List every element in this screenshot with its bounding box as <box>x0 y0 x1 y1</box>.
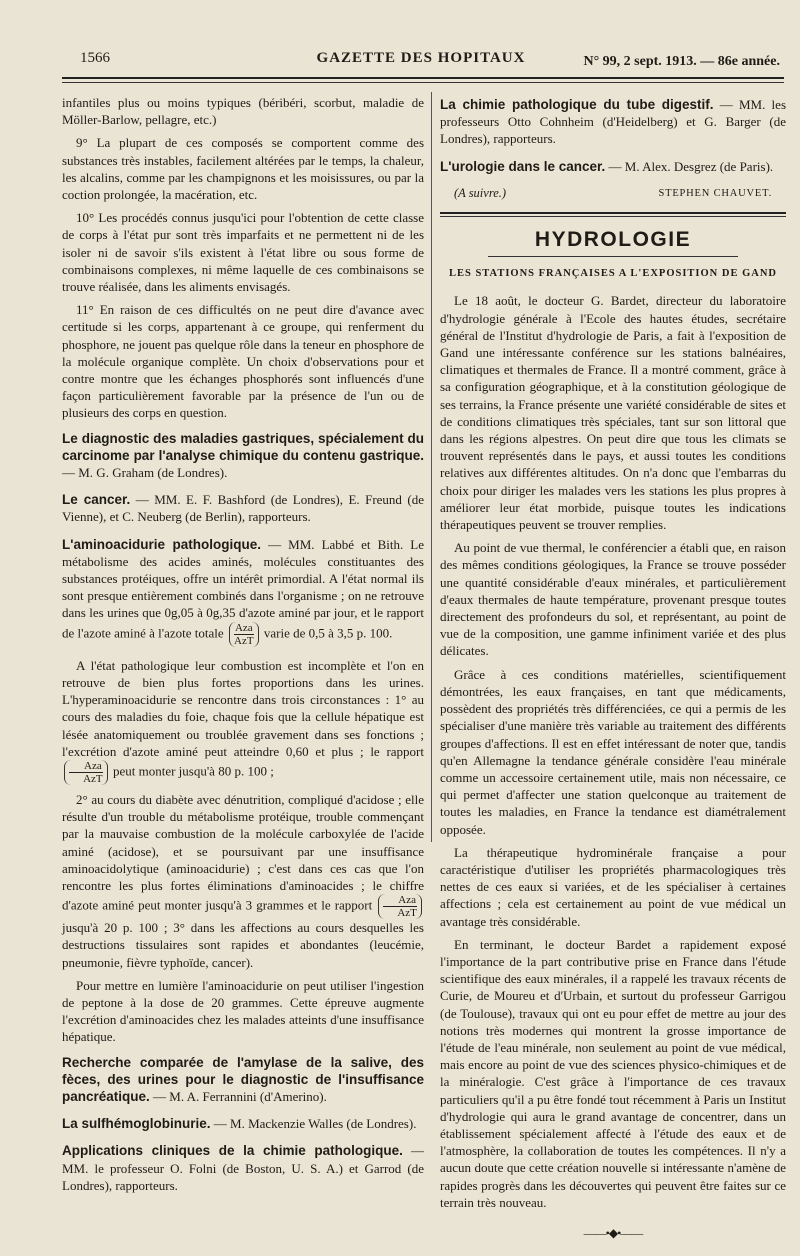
report-item <box>62 491 424 525</box>
paragraph: En terminant, le docteur Bardet a rapidement exposé l'importance de la part contributive prise en France dans l'étude scientifique des eaux minérales, il a rappelé les travaux récents de Curie, de Moureu et d'Urbain, et surtout du professeur Garrigou (de Toulouse), travaux qui ont eu pour effet de mettre au jour des notions très modernes qui montrent la grosse importance de l'étude de l'eau minérale, non seulement au point de vue médical, mais encore au point de vue des sciences physico-chimiques et de la minéralogie. C'est grâce à l'importance de ces travaux particuliers qu'il a pu être fondé tout récemment à Paris un Institut d'hydrologie qui aura le grand avantage de concentrer, dans un établissement spécialement affecté à l'étude des eaux et de l'atmosphère, la collaboration de toutes les compétences. Il n'y a aucun doute que cette création nouvelle si intéressante n'amène de rapides progrès dans les découvertes qui peuvent être faites sur ce terrain très nouveau. <box>440 936 786 1210</box>
report-authors: — MM. le professeur O. Folni (de Boston, U. S. A.) et Garrod (de Londres), rapporteurs. <box>62 1143 425 1193</box>
fraction: $\frac{\text{Aza}}{\text{AzT}}$ <box>64 760 108 785</box>
to-be-continued: (A suivre.) <box>454 185 507 200</box>
continuation-line <box>454 185 786 202</box>
column-divider <box>431 92 432 842</box>
report-item <box>440 158 786 175</box>
page-header <box>62 50 780 72</box>
report-authors: — M. Alex. Desgrez (de Paris). <box>605 158 774 174</box>
section-heading <box>440 228 786 252</box>
paragraph: A l'état pathologique leur combustion est incomplète et l'on en retrouve de bien plus fortes proportions dans les urines. L'hyperaminoacidurie se rencontre dans trois circonstances : 1° au cours des maladies du foie, chaque fois que la cellule hépatique est lésée anatomiquement ou troublée gravement dans ses fonctions ; l'excrétion d'azote aminé peut atteindre 0,60 et plus ; le rapport $\frac{\text{Aza}}{\text{AzT}}$ peut monter jusqu'à 80 p. 100 ; <box>62 657 424 785</box>
report-item <box>62 1115 424 1132</box>
paragraph: 10° Les procédés connus jusqu'ici pour l'obtention de cette classe de corps à l'état pur sont très imparfaits et ne permettent ni de les isoler ni de savoir s'ils existent à l'état libre ou sous forme de combinaisons complexes, ni même laquelle de ces combinaisons se trouve réalisée, dans les aliments envisagés. <box>62 210 424 295</box>
paragraph: infantiles plus ou moins typiques (béribéri, scorbut, maladie de Möller-Barlow, pellagre, etc.) <box>62 95 424 128</box>
paragraph: Grâce à ces conditions matérielles, scientifiquement démontrées, les eaux françaises, en tant que médicaments, possèdent des propriétés très différenciées, ce qui a permis de les spécialiser d'une manière très variable au traitement des différents groupes d'affections. Il est en effet intéressant de noter que, tandis qu'en Allemagne la tendance générale considère l'eau minérale comme un accessoire certainement utile, mais non nécessaire, ce qui permet d'affecter une station quelconque au traitement de toutes les maladies, en France la tendance est diamétralement opposée. <box>440 666 786 837</box>
header-rule-thin <box>62 82 784 83</box>
report-title: Applications cliniques de la chimie pathologique. <box>62 1143 403 1159</box>
report-item <box>440 96 786 148</box>
report-title: Recherche comparée de l'amylase de la salive, des fèces, des urines pour le diagnostic de l'insuffisance pancréatique. <box>62 1054 424 1104</box>
author-signature: STEPHEN CHAUVET. <box>658 187 772 199</box>
report-authors: — M. Mackenzie Walles (de Londres). <box>210 1116 417 1132</box>
fraction: $\frac{\text{Aza}}{\text{AzT}}$ <box>378 894 422 919</box>
report-item: L'aminoacidurie pathologique. — MM. Labbé et Bith. Le métabolisme des acides aminés, molécules constituantes des substances protéiques, offre un intérêt primordial. A l'état normal ils sont presque entièrement combinés dans l'organisme ; on ne retrouve dans les urines que 0g,05 à 0g,35 d'azote aminé par jour, et le rapport de l'azote aminé à l'azote totale $\frac{\text{Aza}}{\text{AzT}}$ varie de 0,5 à 3,5 p. 100. <box>62 536 424 647</box>
report-item <box>62 1142 424 1194</box>
section-underline <box>488 256 737 257</box>
report-title: Le cancer. <box>62 492 131 508</box>
fraction: $\frac{\text{Aza}}{\text{AzT}}$ <box>229 622 259 647</box>
issue-info: N° 99, 2 sept. 1913. — 86e année. <box>583 54 780 69</box>
report-title: Le diagnostic des maladies gastriques, spécialement du carcinome par l'analyse chimique du contenu gastrique. <box>62 430 424 463</box>
paragraph: 2° au cours du diabète avec dénutrition, compliqué d'acidose ; elle résulte d'un trouble du métabolisme protéique, trouble commençant par la mauvaise combustion de la molécule carboxylée de l'acide aminé (acidose), et se poursuivant par une insuffisance aminoacidolytique (aminoacidurie) ; c'est dans ces cas que l'on rencontre les plus fortes éliminations d'aminoacides ; le chiffre d'azote aminé peut monter jusqu'à 3 grammes et le rapport $\frac{\text{Aza}}{\text{AzT}}$ jusqu'à 20 p. 100 ; 3° dans les affections au cours desquelles les destructions tissulaires sont rapides et abondantes (leucémie, pneumonie, fièvre typhoïde, cancer). <box>62 791 424 970</box>
left-column <box>62 94 424 1204</box>
report-authors: — MM. les professeurs Otto Cohnheim (d'Heidelberg) et G. Barger (de Londres), rapporteurs. <box>440 97 786 147</box>
paragraph: 9° La plupart de ces composés se comportent comme des substances très instables, facilement altérées par le temps, la chaleur, les alcalins, comme par les champignons et les moisissures, ou par la coction prolongée, la macération, etc. <box>62 135 424 203</box>
paragraph: 11° En raison de ces difficultés on ne peut dire d'avance avec certitude si les corps, appartenant à ce groupe, qui renferment du phosphore, ne jouent pas quelque rôle dans la teneur en phosphore de la molécule organique complète. Un choix d'observations pour et contre montre que les échanges phosphorés sont influencés d'une façon particulièrement favorable par la présence de l'un ou de plusieurs des corps en question. <box>62 302 424 421</box>
header-rule-thick <box>62 77 784 79</box>
report-text: — MM. Labbé et Bith. Le métabolisme des acides aminés, molécules constituantes des substances protéiques, offre un intérêt primordial. A l'état normal ils sont presque entièrement combinés dans l'organisme ; on ne retrouve dans les urines que 0g,05 à 0g,35 d'azote aminé par jour, et le rapport de l'azote aminé à l'azote totale <box>62 536 424 641</box>
report-item <box>62 430 424 482</box>
page-number: 1566 <box>80 50 110 66</box>
article-subheading: LES STATIONS FRANÇAISES A L'EXPOSITION DE GAND <box>448 268 778 280</box>
paragraph: Pour mettre en lumière l'aminoacidurie on peut utiliser l'ingestion de peptone à la dose de 20 grammes. Cette épreuve augmente l'excrétion d'aminoacides chez les malades atteints d'une insuffisance hépatique. <box>62 977 424 1045</box>
right-column <box>440 94 786 1256</box>
journal-title: GAZETTE DES HOPITAUX <box>316 50 526 66</box>
report-title: La sulfhémoglobinurie. <box>62 1116 211 1132</box>
report-item <box>62 1054 424 1106</box>
paragraph: Au point de vue thermal, le conférencier a établi que, en raison des mêmes conditions géologiques, la France se trouve posséder une quantité considérable d'eaux minérales, et particulièrement d'eaux thermales de haute température, provenant presque toutes directement des profondeurs du sol, et représentant, au point de vue de la composition, une gamme infiniment variée et des plus délicates. <box>440 540 786 659</box>
report-authors: — M. A. Ferrannini (d'Amerino). <box>149 1088 327 1104</box>
report-title: L'urologie dans le cancer. <box>440 158 606 174</box>
section-rule <box>440 212 786 217</box>
paragraph: Le 18 août, le docteur G. Bardet, directeur du laboratoire d'hydrologie générale à l'Ecole des hautes études, secrétaire général de l'Institut d'hydrologie de Paris, a fait à l'exposition de Gand une intéressante conférence sur les stations balnéaires, climatiques et thermales de France. Il a montré comment, grâce à sa configuration géographique, et à la constitution géologique de ses terrains, la France présente une variété considérable de sites et de conditions climatiques très spéciales, tant sur son littoral que dans les régions alpestres. On peut dire que tous les climats se trouvent représentés dans le pays, et aussi toutes les conditions relatives aux différentes altitudes. On n'a donc que l'embarras du choix pour diriger les malades vers les stations les plus propres à améliorer leur état morbide, puisque toutes les indications thérapeutiques peuvent se trouver remplies. <box>440 293 786 533</box>
report-title: La chimie pathologique du tube digestif. <box>440 97 714 112</box>
report-title: L'aminoacidurie pathologique. <box>62 536 262 552</box>
section-title: HYDROLOGIE <box>534 228 692 252</box>
report-authors: — M. G. Graham (de Londres). <box>62 465 228 481</box>
paragraph: La thérapeutique hydrominérale française a pour caractéristique d'utiliser les propriétés pharmacologiques très nettes de ces eaux si variées, et de les spécialiser à certaines affections ; cela est certainement au point de vue médical un avantage très considérable. <box>440 844 786 929</box>
report-authors: — MM. E. F. Bashford (de Londres), E. Freund (de Vienne), et C. Neuberg (de Berlin), rapporteurs. <box>62 492 424 525</box>
ornament-divider: ——•◆•—— <box>583 1225 643 1240</box>
